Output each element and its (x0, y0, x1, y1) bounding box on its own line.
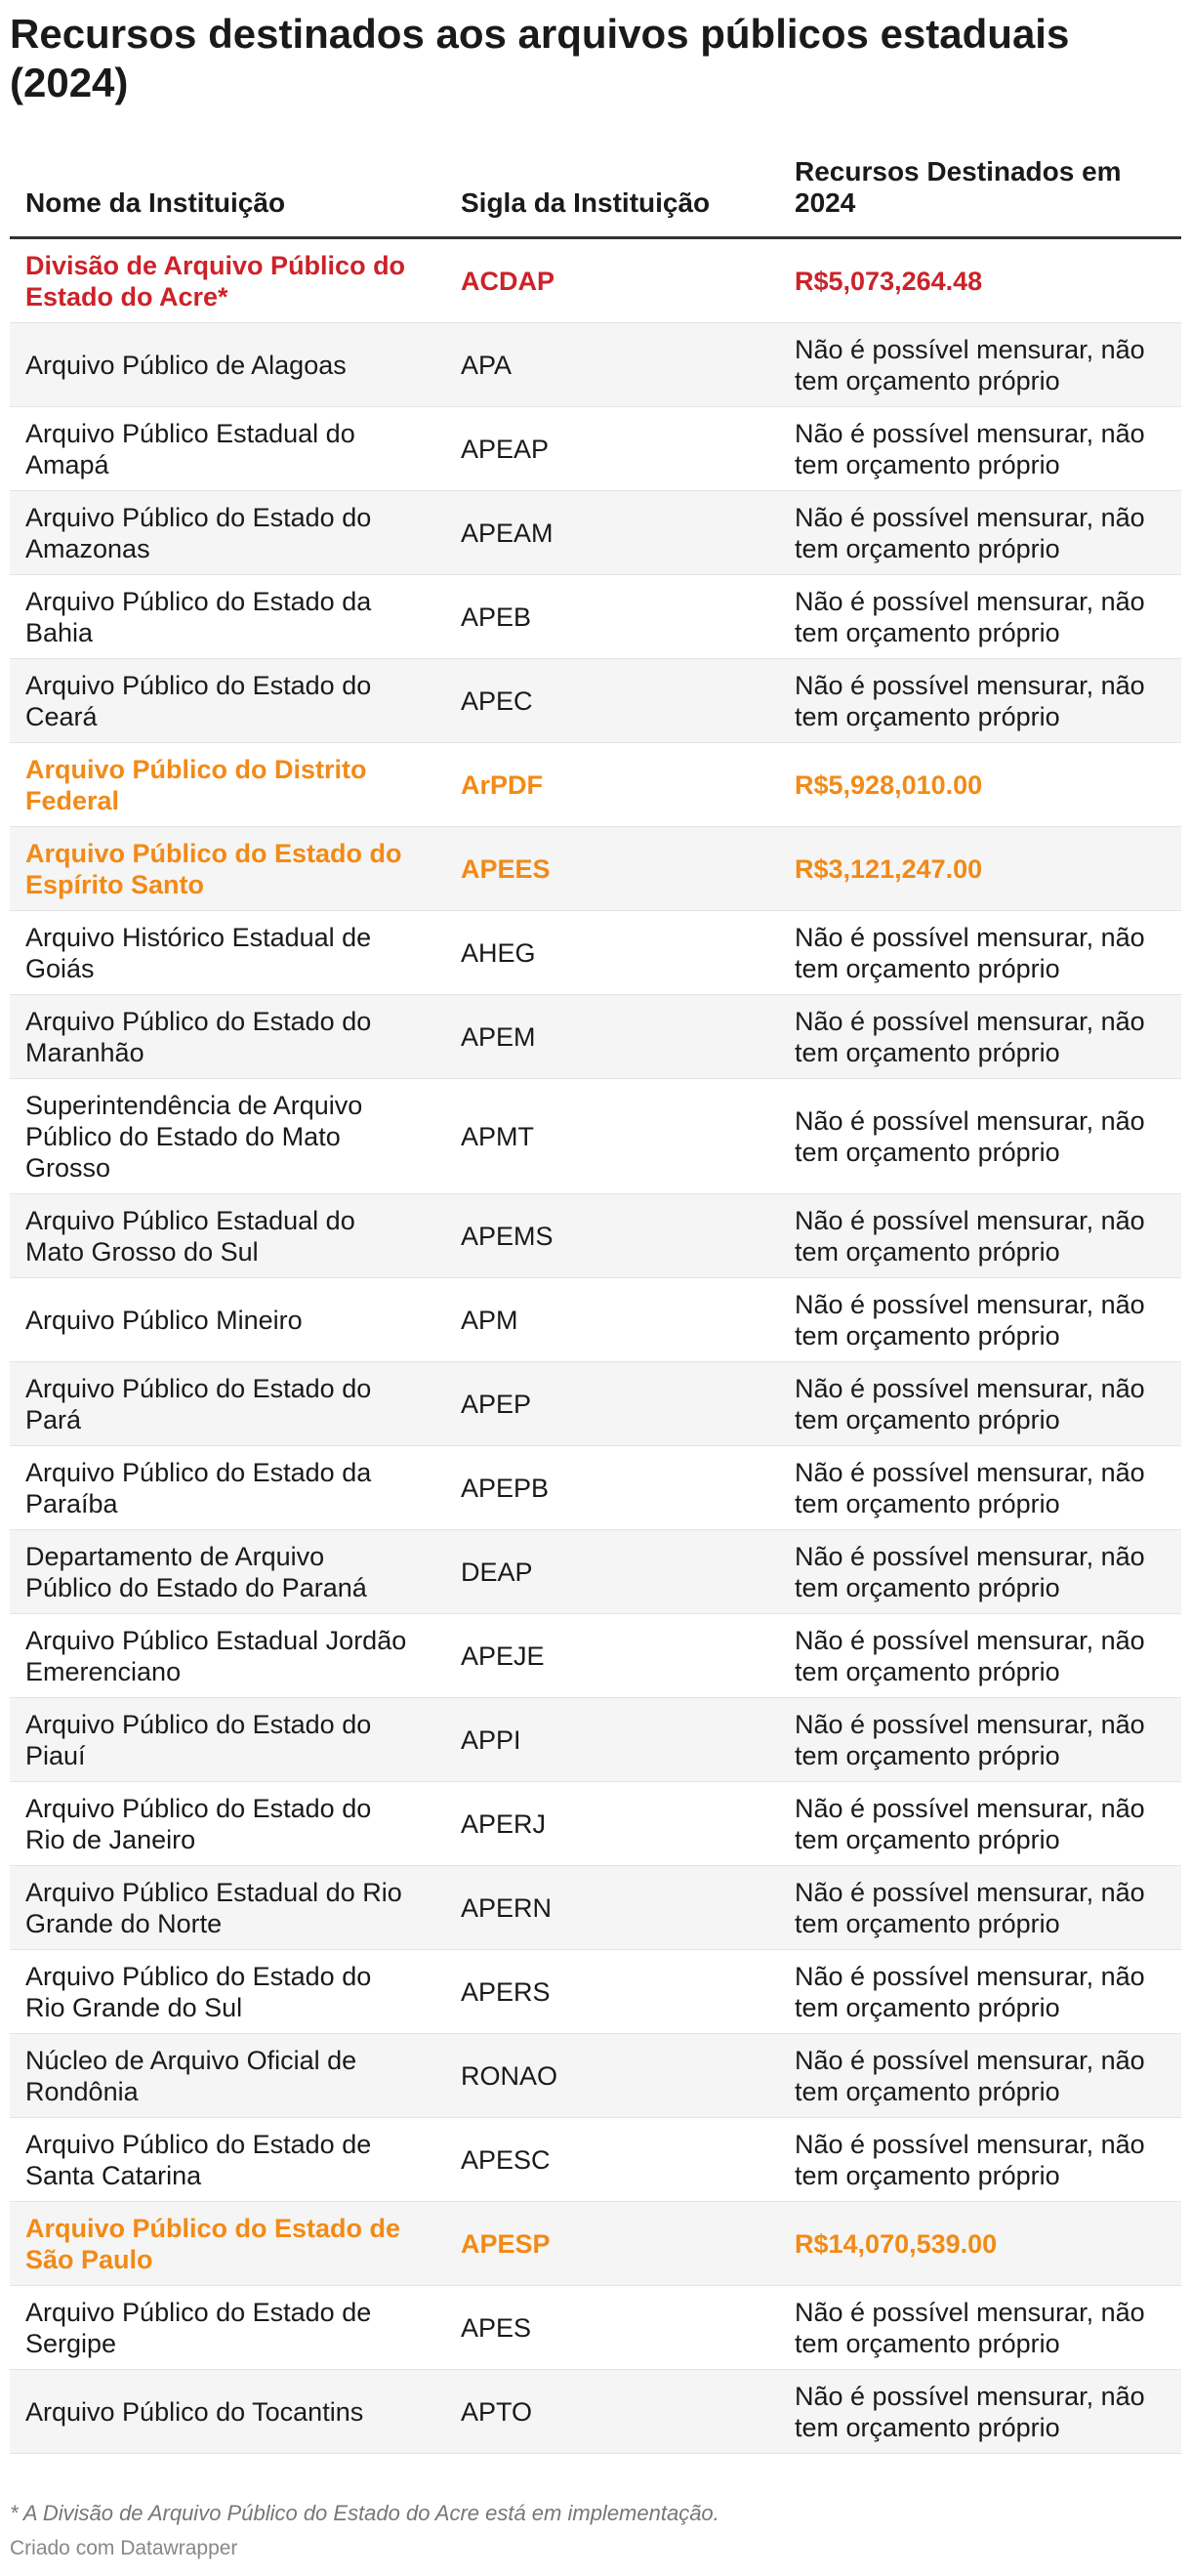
cell-institution-name: Arquivo Público do Estado de Santa Catarina (10, 2118, 445, 2202)
cell-institution-name: Arquivo Público do Estado do Ceará (10, 659, 445, 743)
cell-resources: Não é possível mensurar, não tem orçamento próprio (779, 1614, 1181, 1698)
cell-acronym: APERS (445, 1950, 779, 2034)
cell-institution-name: Arquivo Público do Estado do Pará (10, 1362, 445, 1446)
cell-institution-name: Arquivo Público do Estado do Rio de Janeiro (10, 1782, 445, 1866)
table-row (10, 1362, 1181, 1446)
cell-acronym: APTO (445, 2370, 779, 2454)
cell-institution-name: Arquivo Público do Estado do Piauí (10, 1698, 445, 1782)
chart-container (10, 0, 1181, 2454)
cell-resources: Não é possível mensurar, não tem orçamento próprio (779, 1194, 1181, 1278)
cell-resources: Não é possível mensurar, não tem orçamento próprio (779, 407, 1181, 491)
cell-institution-name: Arquivo Histórico Estadual de Goiás (10, 911, 445, 995)
cell-resources: Não é possível mensurar, não tem orçamento próprio (779, 2370, 1181, 2454)
table-row (10, 995, 1181, 1079)
table-row (10, 1079, 1181, 1194)
cell-institution-name: Superintendência de Arquivo Público do Estado do Mato Grosso (10, 1079, 445, 1194)
cell-institution-name: Arquivo Público do Estado do Rio Grande do Sul (10, 1950, 445, 2034)
table-row (10, 407, 1181, 491)
cell-acronym: ACDAP (445, 238, 779, 323)
cell-institution-name: Arquivo Público do Estado do Espírito Santo (10, 827, 445, 911)
cell-resources: Não é possível mensurar, não tem orçamento próprio (779, 1782, 1181, 1866)
cell-acronym: APMT (445, 1079, 779, 1194)
cell-acronym: APERJ (445, 1782, 779, 1866)
cell-resources: Não é possível mensurar, não tem orçamento próprio (779, 2118, 1181, 2202)
table-row (10, 575, 1181, 659)
cell-resources: Não é possível mensurar, não tem orçamento próprio (779, 2034, 1181, 2118)
table-body (10, 238, 1181, 2454)
cell-acronym: APEB (445, 575, 779, 659)
table-row (10, 1866, 1181, 1950)
cell-institution-name: Arquivo Público Estadual do Mato Grosso do Sul (10, 1194, 445, 1278)
cell-acronym: APES (445, 2286, 779, 2370)
table-row (10, 2034, 1181, 2118)
credit-text: Criado com Datawrapper (10, 2537, 238, 2559)
table-header-row (10, 156, 1181, 238)
cell-institution-name: Arquivo Público de Alagoas (10, 323, 445, 407)
cell-resources: Não é possível mensurar, não tem orçamento próprio (779, 1278, 1181, 1362)
cell-resources: Não é possível mensurar, não tem orçamento próprio (779, 659, 1181, 743)
cell-resources: R$5,073,264.48 (779, 238, 1181, 323)
cell-resources: Não é possível mensurar, não tem orçamento próprio (779, 911, 1181, 995)
cell-institution-name: Arquivo Público Estadual do Amapá (10, 407, 445, 491)
table-row (10, 827, 1181, 911)
cell-institution-name: Arquivo Público do Estado de Sergipe (10, 2286, 445, 2370)
cell-acronym: APEP (445, 1362, 779, 1446)
cell-institution-name: Arquivo Público do Estado de São Paulo (10, 2202, 445, 2286)
cell-institution-name: Arquivo Público do Tocantins (10, 2370, 445, 2454)
chart-title: Recursos destinados aos arquivos públicos estaduais (2024) (10, 11, 1070, 105)
cell-acronym: ArPDF (445, 743, 779, 827)
cell-acronym: APEAM (445, 491, 779, 575)
cell-resources: Não é possível mensurar, não tem orçamento próprio (779, 995, 1181, 1079)
cell-institution-name: Departamento de Arquivo Público do Estado do Paraná (10, 1530, 445, 1614)
table-row (10, 2286, 1181, 2370)
cell-resources: Não é possível mensurar, não tem orçamento próprio (779, 1950, 1181, 2034)
cell-resources: Não é possível mensurar, não tem orçamento próprio (779, 1530, 1181, 1614)
cell-institution-name: Arquivo Público do Distrito Federal (10, 743, 445, 827)
cell-institution-name: Divisão de Arquivo Público do Estado do Acre* (10, 238, 445, 323)
cell-acronym: APPI (445, 1698, 779, 1782)
column-header-resources[interactable]: Recursos Destinados em 2024 (779, 156, 1181, 238)
cell-acronym: APESC (445, 2118, 779, 2202)
cell-acronym: RONAO (445, 2034, 779, 2118)
cell-acronym: APEMS (445, 1194, 779, 1278)
cell-acronym: APEJE (445, 1614, 779, 1698)
cell-institution-name: Arquivo Público do Estado do Amazonas (10, 491, 445, 575)
data-table (10, 156, 1181, 2454)
cell-acronym: APA (445, 323, 779, 407)
table-row (10, 1698, 1181, 1782)
cell-institution-name: Núcleo de Arquivo Oficial de Rondônia (10, 2034, 445, 2118)
table-row (10, 1530, 1181, 1614)
table-row (10, 2118, 1181, 2202)
cell-resources: Não é possível mensurar, não tem orçamento próprio (779, 575, 1181, 659)
cell-acronym: APERN (445, 1866, 779, 1950)
cell-acronym: APM (445, 1278, 779, 1362)
table-row (10, 2202, 1181, 2286)
cell-resources: Não é possível mensurar, não tem orçamento próprio (779, 1079, 1181, 1194)
cell-resources: Não é possível mensurar, não tem orçamento próprio (779, 1446, 1181, 1530)
cell-resources: Não é possível mensurar, não tem orçamento próprio (779, 491, 1181, 575)
cell-institution-name: Arquivo Público do Estado da Bahia (10, 575, 445, 659)
table-row (10, 1614, 1181, 1698)
cell-resources: Não é possível mensurar, não tem orçamento próprio (779, 1698, 1181, 1782)
footnote: * A Divisão de Arquivo Público do Estado do Acre está em implementação. (10, 2501, 719, 2525)
cell-resources: R$5,928,010.00 (779, 743, 1181, 827)
cell-acronym: APEAP (445, 407, 779, 491)
table-row (10, 911, 1181, 995)
cell-resources: Não é possível mensurar, não tem orçamento próprio (779, 2286, 1181, 2370)
cell-resources: Não é possível mensurar, não tem orçamento próprio (779, 1362, 1181, 1446)
table-row (10, 323, 1181, 407)
cell-acronym: AHEG (445, 911, 779, 995)
cell-acronym: DEAP (445, 1530, 779, 1614)
cell-acronym: APEM (445, 995, 779, 1079)
table-row (10, 743, 1181, 827)
table-row (10, 1446, 1181, 1530)
table-row (10, 1782, 1181, 1866)
cell-resources: R$3,121,247.00 (779, 827, 1181, 911)
table-row (10, 1278, 1181, 1362)
table-row (10, 1194, 1181, 1278)
cell-acronym: APEC (445, 659, 779, 743)
table-row (10, 659, 1181, 743)
cell-acronym: APEPB (445, 1446, 779, 1530)
column-header-acronym[interactable]: Sigla da Instituição (445, 156, 779, 238)
cell-institution-name: Arquivo Público Mineiro (10, 1278, 445, 1362)
table-row (10, 1950, 1181, 2034)
table-row (10, 238, 1181, 323)
table-row (10, 2370, 1181, 2454)
column-header-name[interactable]: Nome da Instituição (10, 156, 445, 238)
cell-acronym: APEES (445, 827, 779, 911)
cell-acronym: APESP (445, 2202, 779, 2286)
cell-resources: Não é possível mensurar, não tem orçamento próprio (779, 323, 1181, 407)
table-row (10, 491, 1181, 575)
cell-resources: Não é possível mensurar, não tem orçamento próprio (779, 1866, 1181, 1950)
cell-institution-name: Arquivo Público do Estado do Maranhão (10, 995, 445, 1079)
cell-institution-name: Arquivo Público Estadual Jordão Emerenciano (10, 1614, 445, 1698)
cell-resources: R$14,070,539.00 (779, 2202, 1181, 2286)
cell-institution-name: Arquivo Público Estadual do Rio Grande do Norte (10, 1866, 445, 1950)
cell-institution-name: Arquivo Público do Estado da Paraíba (10, 1446, 445, 1530)
